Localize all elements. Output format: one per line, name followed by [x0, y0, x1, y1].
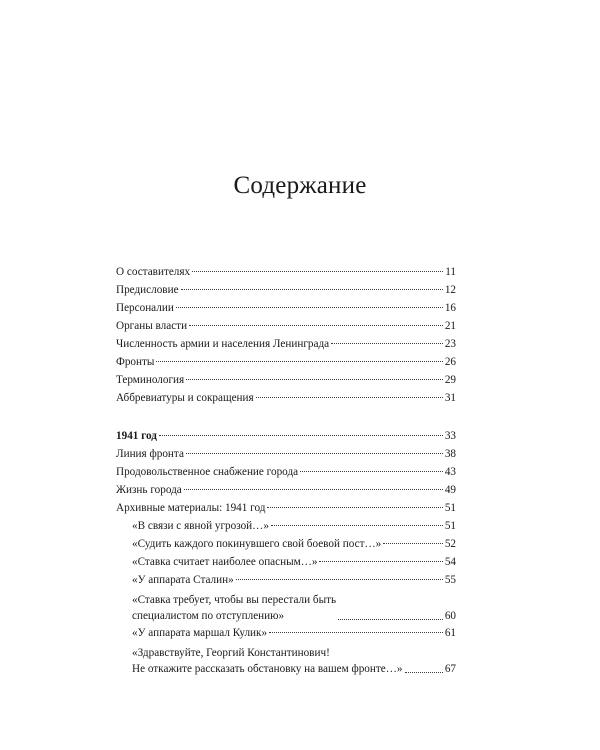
toc-section-1941[interactable] [116, 429, 456, 447]
toc-entry-page: 54 [444, 556, 456, 568]
toc-subentry-multiline[interactable] [116, 592, 456, 624]
toc-entry-label: «Ставка считает наиболее опасным…» [132, 556, 318, 568]
leader-dots [189, 325, 443, 326]
toc-entry-preface[interactable] [116, 283, 456, 301]
toc-entry-line: «Здравствуйте, Георгий Константинович! [132, 647, 330, 659]
toc-entry-page: 60 [444, 610, 456, 622]
toc-subentry[interactable] [116, 537, 456, 555]
toc-entry-label: «Судить каждого покинувшего свой боевой пост…» [132, 538, 382, 550]
toc-entry-label: Органы власти [116, 320, 188, 332]
toc-entry-food-supply[interactable] [116, 465, 456, 483]
toc-entry-population[interactable] [116, 337, 456, 355]
toc-subentry-multiline[interactable] [116, 645, 456, 677]
toc-entry-page: 67 [444, 663, 456, 675]
toc-entry-label: Аббревиатуры и сокращения [116, 392, 254, 404]
toc-entry-label: «В связи с явной угрозой…» [132, 520, 269, 532]
leader-dots [184, 489, 443, 490]
leader-dots [176, 307, 443, 308]
toc-entry-terminology[interactable] [116, 373, 456, 391]
toc-entry-page: 51 [444, 502, 456, 514]
toc-entry-line: Не откажите рассказать обстановку на вашем фронте…» [132, 663, 403, 675]
toc-entry-page: 31 [444, 392, 456, 404]
toc-entry-label: «У аппарата Сталин» [132, 574, 234, 586]
toc-entry-label: Терминология [116, 374, 185, 386]
leader-dots [300, 471, 443, 472]
leader-dots [271, 525, 443, 526]
toc-entry-label: Архивные материалы: 1941 год [116, 502, 266, 514]
leader-dots [383, 543, 443, 544]
leader-dots [267, 507, 442, 508]
toc-entry-archive-1941[interactable] [116, 501, 456, 519]
toc-entry-label: «У аппарата маршал Кулик» [132, 627, 268, 639]
toc-entry-label: Продовольственное снабжение города [116, 466, 299, 478]
page-title: Содержание [233, 172, 367, 199]
toc-entry-page: 38 [444, 448, 456, 460]
toc-entry-label [132, 592, 336, 624]
leader-dots [256, 397, 443, 398]
toc-entry-page: 12 [444, 284, 456, 296]
toc-entry-page: 52 [444, 538, 456, 550]
leader-dots [159, 435, 443, 436]
leader-dots [236, 579, 443, 580]
toc-entry-page: 21 [444, 320, 456, 332]
leader-dots [319, 561, 442, 562]
leader-dots [338, 619, 443, 620]
toc-entry-authors[interactable] [116, 265, 456, 283]
toc-entry-label: Линия фронта [116, 448, 184, 460]
leader-dots [186, 453, 443, 454]
toc-entry-page: 49 [444, 484, 456, 496]
toc-subentry[interactable] [116, 519, 456, 537]
toc-entry-page: 51 [444, 520, 456, 532]
toc-entry-label: Предисловие [116, 284, 179, 296]
toc-entry-persons[interactable] [116, 301, 456, 319]
toc-entry-page: 11 [445, 266, 456, 278]
table-of-contents [116, 265, 456, 677]
leader-dots [156, 361, 442, 362]
toc-entry-label: О составителях [116, 266, 191, 278]
toc-entry-abbreviations[interactable] [116, 391, 456, 409]
section-gap [116, 409, 456, 429]
toc-entry-page: 43 [444, 466, 456, 478]
leader-dots [186, 379, 443, 380]
toc-entry-label: Фронты [116, 356, 155, 368]
leader-dots [269, 632, 443, 633]
toc-subentry[interactable] [116, 573, 456, 591]
toc-entry-label [132, 645, 403, 677]
toc-entry-page: 61 [444, 627, 456, 639]
toc-subentry[interactable] [116, 626, 456, 644]
toc-entry-label: 1941 год [116, 430, 157, 442]
toc-entry-line: «Ставка требует, чтобы вы перестали быть [132, 594, 337, 606]
toc-entry-label: Персоналии [116, 302, 174, 314]
leader-dots [331, 343, 443, 344]
toc-entry-fronts[interactable] [116, 355, 456, 373]
leader-dots [192, 271, 443, 272]
leader-dots [405, 672, 443, 673]
toc-entry-page: 23 [444, 338, 456, 350]
toc-entry-label: Численность армии и населения Ленинграда [116, 338, 330, 350]
toc-entry-city-life[interactable] [116, 483, 456, 501]
toc-entry-page: 33 [444, 430, 456, 442]
toc-entry-page: 29 [444, 374, 456, 386]
toc-entry-page: 16 [444, 302, 456, 314]
toc-entry-page: 26 [444, 356, 456, 368]
toc-entry-page: 55 [444, 574, 456, 586]
toc-entry-label: Жизнь города [116, 484, 182, 496]
leader-dots [181, 289, 443, 290]
toc-entry-line: специалистом по отступлению» [132, 610, 285, 622]
toc-entry-front-line[interactable] [116, 447, 456, 465]
toc-subentry[interactable] [116, 555, 456, 573]
toc-entry-authorities[interactable] [116, 319, 456, 337]
